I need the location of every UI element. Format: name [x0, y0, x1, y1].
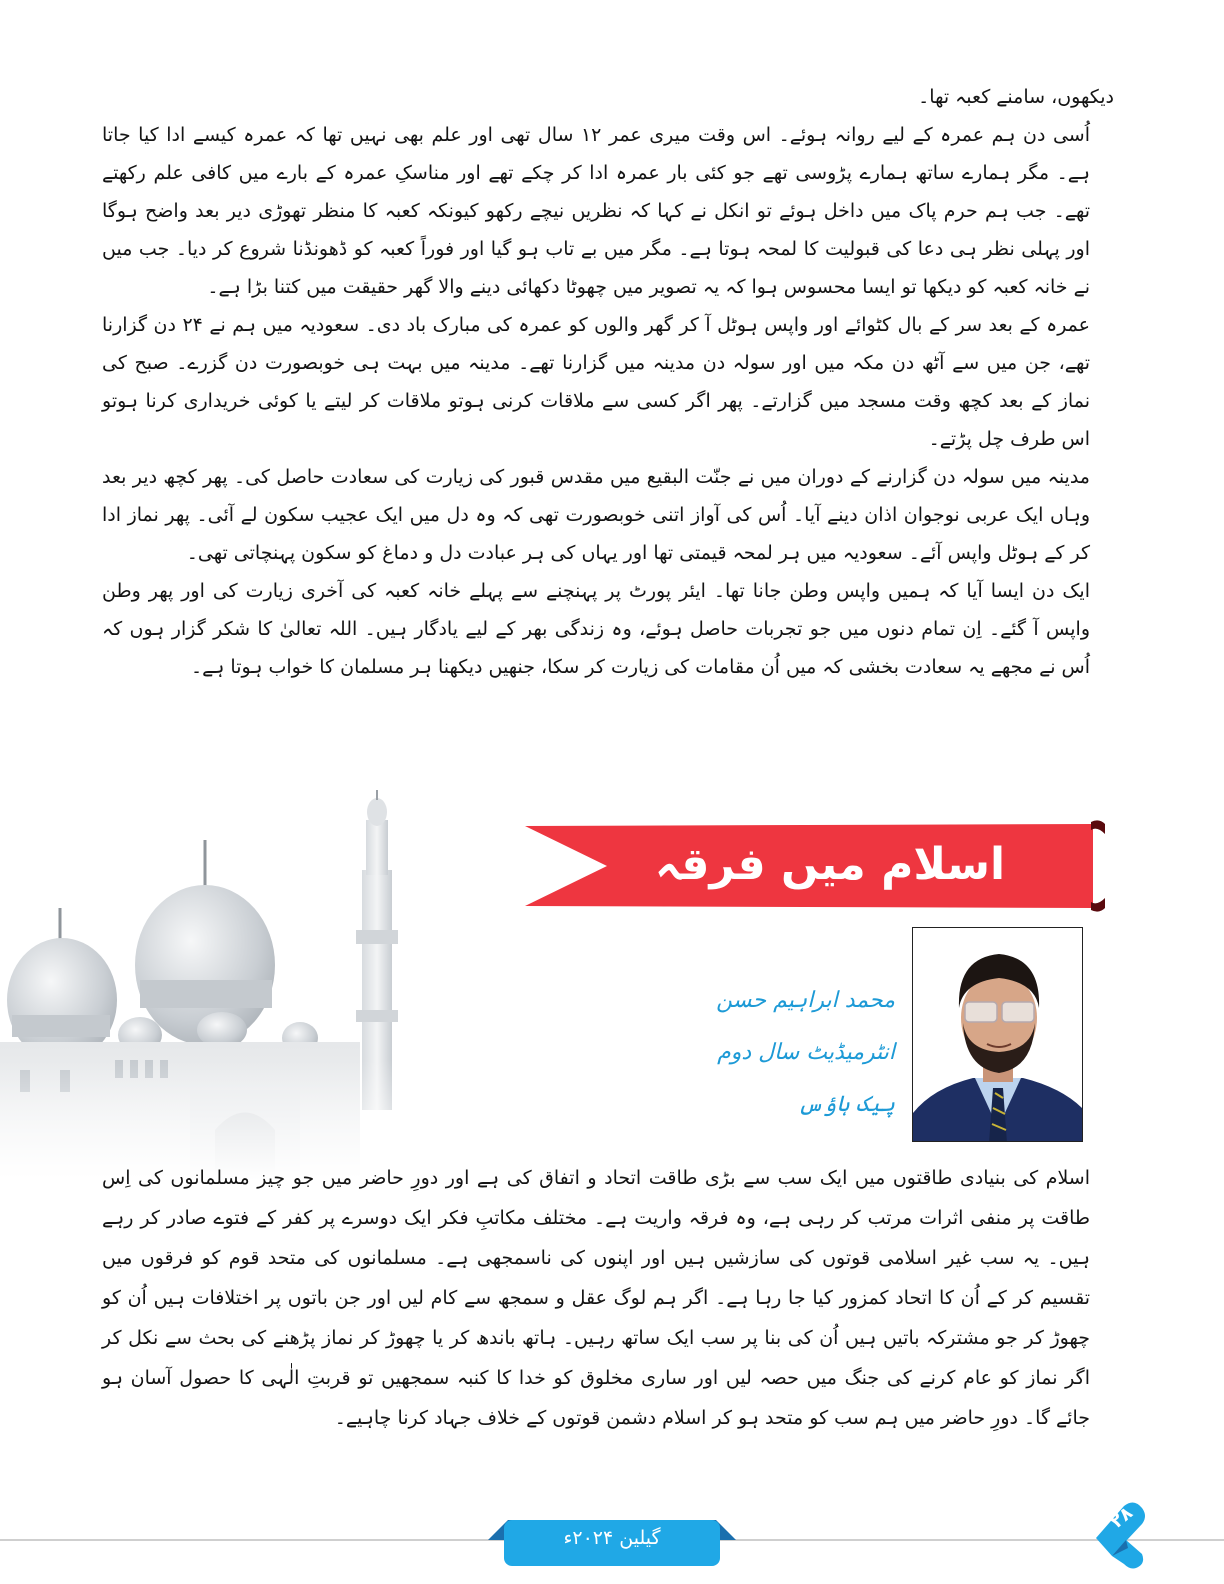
- article-continued-body: [102, 78, 1114, 778]
- author-house: پیک ہاؤس: [797, 1092, 895, 1117]
- article-paragraph: ایک دن ایسا آیا کہ ہمیں واپس وطن جانا تھا۔ ایئر پورٹ پر پہنچنے سے پہلے خانہ کعبہ کی آخری زیارت کی اور پھر وطن واپس آ گئے۔ اِن تمام دنوں میں جو تجربات حاصل ہوئے، وہ زندگی بھر کے لیے یادگار ہیں۔ اللہ تعالیٰ کا شکر گزار ہوں کہ اُس نے مجھے یہ سعادت بخشی کہ میں اُن مقامات کی زیارت کر سکا، جنھیں دیکھنا ہر مسلمان کا خواب ہوتا ہے۔: [102, 580, 1090, 678]
- magazine-name: گیلین ۲۰۲۴ء: [563, 1527, 661, 1549]
- article-paragraph: اسلام کی بنیادی طاقتوں میں ایک سب سے بڑی طاقت اتحاد و اتفاق کی ہے اور دورِ حاضر میں جو چیز مسلمانوں کی اِس طاقت پر منفی اثرات مرتب کر رہی ہے، وہ فرقہ واریت ہے۔ مختلف مکاتبِ فکر ایک دوسرے پر کفر کے فتوے صادر کر رہے ہیں۔ یہ سب غیر اسلامی قوتوں کی سازشیں ہیں اور اپنوں کی ناسمجھی ہے۔ مسلمانوں کی متحد قوم کو فرقوں میں تقسیم کر کے اُن کا اتحاد کمزور کیا جا رہا ہے۔ اگر ہم لوگ عقل و سمجھ سے کام لیں اور جن باتوں پر اختلافات ہیں اُن کو چھوڑ کر جو مشترکہ باتیں ہیں اُن کی بنا پر سب ایک ساتھ رہیں۔ ہاتھ باندھ کر یا چھوڑ کر نماز پڑھنے کی بحث سے نکل کر اگر نماز کو عام کرنے کی جنگ میں حصہ لیں اور ساری مخلوق کو خدا کا کنبہ سمجھیں تو قربتِ الٰہی کا حصول آسان ہو جائے گا۔ دورِ حاضر میں ہم سب کو متحد ہو کر اسلام دشمن قوتوں کے خلاف جہاد کرنا چاہیے۔: [102, 1167, 1090, 1429]
- ribbon-fold: [1091, 820, 1105, 834]
- author-byline: [700, 975, 895, 1131]
- author-class: انٹرمیڈیٹ سال دوم: [717, 1040, 895, 1065]
- article-body: [102, 1158, 1114, 1438]
- article-paragraph: مدینہ میں سولہ دن گزارنے کے دوران میں نے جنّت البقیع میں مقدس قبور کی زیارت کی سعادت حاصل کی۔ پھر کچھ دیر بعد وہاں ایک عربی نوجوان اذان دینے آیا۔ اُس کی آواز اتنی خوبصورت تھی کہ وہ دل میں ایک عجیب سکون لے آئی۔ پھر نماز ادا کر کے ہوٹل واپس آئے۔ سعودیہ میں ہر لمحہ قیمتی تھا اور یہاں کی ہر عبادت دل و دماغ کو سکون پہنچاتی تھی۔: [102, 466, 1090, 564]
- article-paragraph: اُسی دن ہم عمرہ کے لیے روانہ ہوئے۔ اس وقت میری عمر ۱۲ سال تھی اور علم بھی نہیں تھا کہ عمرہ کیسے ادا کیا جاتا ہے۔ مگر ہمارے ساتھ ہمارے پڑوسی تھے جو کئی بار عمرہ ادا کر چکے تھے اور مناسکِ عمرہ کے بارے میں کافی علم رکھتے تھے۔ جب ہم حرم پاک میں داخل ہوئے تو انکل نے کہا کہ نظریں نیچے رکھو کیونکہ کعبہ کا منظر تھوڑی دیر بعد واضح ہوگا اور پہلی نظر ہی دعا کی قبولیت کا لمحہ ہوتا ہے۔ مگر میں بے تاب ہو گیا اور فوراً کعبہ کو ڈھونڈنا شروع کر دیا۔ جب میں نے خانہ کعبہ کو دیکھا تو ایسا محسوس ہوا کہ یہ تصویر میں چھوٹا دکھائی دینے والا گھر حقیقت میں کتنا بڑا ہے۔: [102, 124, 1090, 298]
- author-portrait: [913, 928, 1083, 1142]
- article-title: اسلام میں فرقہ واریت: [654, 839, 1006, 960]
- author-photo: [912, 927, 1083, 1142]
- page-number: ۲۸: [1106, 1502, 1137, 1533]
- mosque-illustration: [0, 790, 540, 1180]
- article-paragraph: عمرہ کے بعد سر کے بال کٹوائے اور واپس ہوٹل آ کر گھر والوں کو عمرہ کی مبارک باد دی۔ سعودیہ میں ہم نے ۲۴ دن گزارنا تھے، جن میں سے آٹھ دن مکہ میں اور سولہ دن مدینہ میں گزارنا تھے۔ مدینہ میں بہت ہی خوبصورت دن گزرے۔ صبح کی نماز کے بعد کچھ وقت مسجد میں گزارتے۔ پھر اگر کسی سے ملاقات کرنی ہوتو ملاقات کر لیتے یا کوئی خریداری کرنا ہوتو اس طرف چل پڑتے۔: [102, 314, 1091, 450]
- author-name: محمد ابراہیم حسن: [716, 988, 895, 1013]
- article-paragraph: دیکھوں، سامنے کعبہ تھا۔: [918, 86, 1114, 108]
- ribbon-fold: [1091, 898, 1105, 912]
